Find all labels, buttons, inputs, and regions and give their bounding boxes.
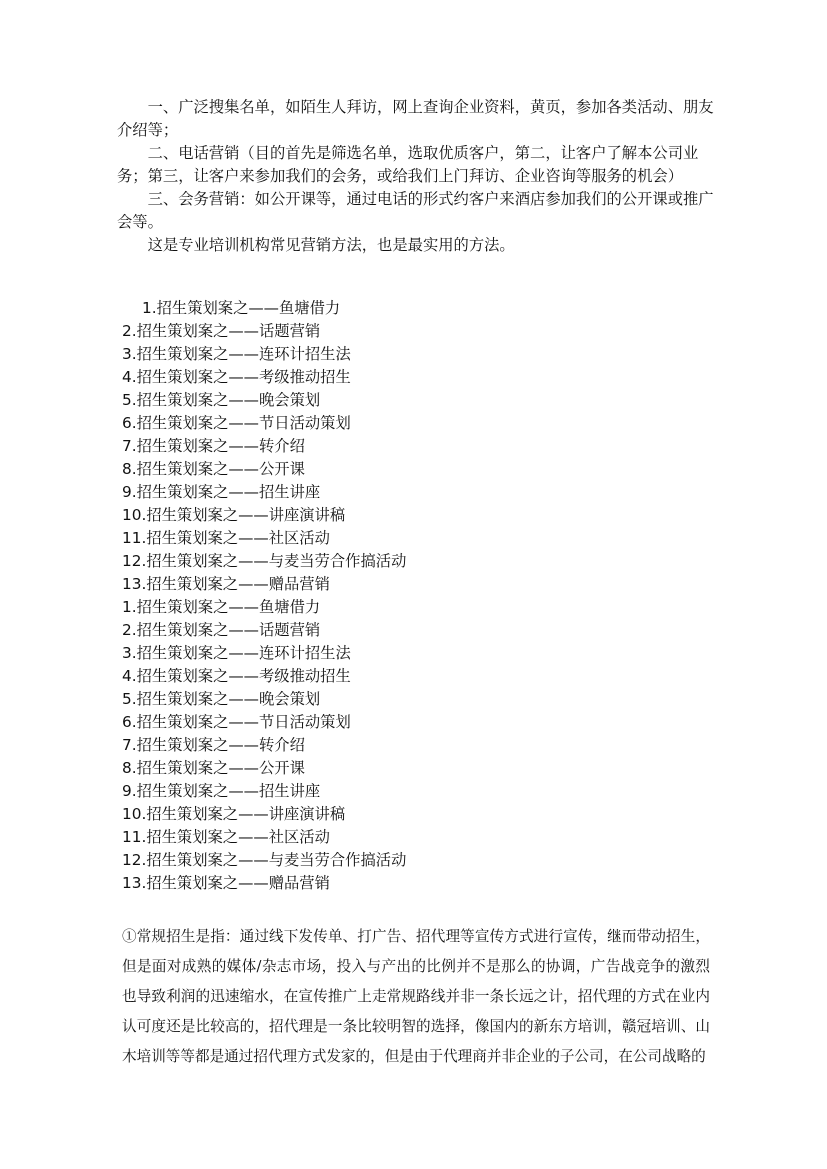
list-item: 13.招生策划案之——赠品营销 (122, 575, 330, 593)
list-item: 7.招生策划案之——转介绍 (122, 437, 305, 455)
list-item: 2.招生策划案之——话题营销 (122, 621, 321, 639)
list-item: 1.招生策划案之——鱼塘借力 (142, 299, 341, 317)
list-item: 11.招生策划案之——社区活动 (122, 828, 330, 846)
list-item: 12.招生策划案之——与麦当劳合作搞活动 (122, 552, 407, 570)
list-item: 12.招生策划案之——与麦当劳合作搞活动 (122, 851, 407, 869)
list-item: 1.招生策划案之——鱼塘借力 (122, 598, 321, 616)
list-item: 8.招生策划案之——公开课 (122, 460, 305, 478)
intro-section (117, 96, 717, 257)
list-item: 10.招生策划案之——讲座演讲稿 (122, 506, 346, 524)
body-paragraph: ①常规招生是指：通过线下发传单、打广告、招代理等宣传方式进行宣传，继而带动招生，但是面对成熟的媒体/杂志市场，投入与产出的比例并不是那么的协调，广告战竞争的激烈也导致利润的迅速缩水，在宣传推广上走常规路线并非一条长远之计，招代理的方式在业内认可度还是比较高的，招代理是一条比较明智的选择，像国内的新东方培训，赣冠培训、山木培训等等都是通过招代理方式发家的，但是由于代理商并非企业的子公司，在公司战略的 (122, 928, 710, 1065)
intro-paragraph-2: 二、电话营销（目的首先是筛选名单，选取优质客户，第二，让客户了解本公司业务；第三，让客户来参加我们的会务，或给我们上门拜访、企业咨询等服务的机会） (117, 144, 699, 185)
list-item: 9.招生策划案之——招生讲座 (122, 483, 321, 501)
list-item: 10.招生策划案之——讲座演讲稿 (122, 805, 346, 823)
list-item: 2.招生策划案之——话题营销 (122, 322, 321, 340)
plan-list (122, 297, 682, 895)
list-item: 9.招生策划案之——招生讲座 (122, 782, 321, 800)
list-item: 4.招生策划案之——考级推动招生 (122, 667, 351, 685)
list-item: 13.招生策划案之——赠品营销 (122, 874, 330, 892)
list-item: 5.招生策划案之——晚会策划 (122, 391, 321, 409)
intro-paragraph-4: 这是专业培训机构常见营销方法，也是最实用的方法。 (147, 236, 515, 254)
list-item: 3.招生策划案之——连环计招生法 (122, 345, 351, 363)
list-item: 5.招生策划案之——晚会策划 (122, 690, 321, 708)
list-item: 6.招生策划案之——节日活动策划 (122, 713, 351, 731)
list-item: 4.招生策划案之——考级推动招生 (122, 368, 351, 386)
list-item: 6.招生策划案之——节日活动策划 (122, 414, 351, 432)
intro-paragraph-3: 三、会务营销：如公开课等，通过电话的形式约客户来酒店参加我们的公开课或推广会等。 (117, 190, 714, 231)
list-item: 11.招生策划案之——社区活动 (122, 529, 330, 547)
list-item: 3.招生策划案之——连环计招生法 (122, 644, 351, 662)
list-item: 8.招生策划案之——公开课 (122, 759, 305, 777)
list-item: 7.招生策划案之——转介绍 (122, 736, 305, 754)
intro-paragraph-1: 一、广泛搜集名单，如陌生人拜访，网上查询企业资料，黄页，参加各类活动、朋友介绍等； (117, 98, 714, 139)
